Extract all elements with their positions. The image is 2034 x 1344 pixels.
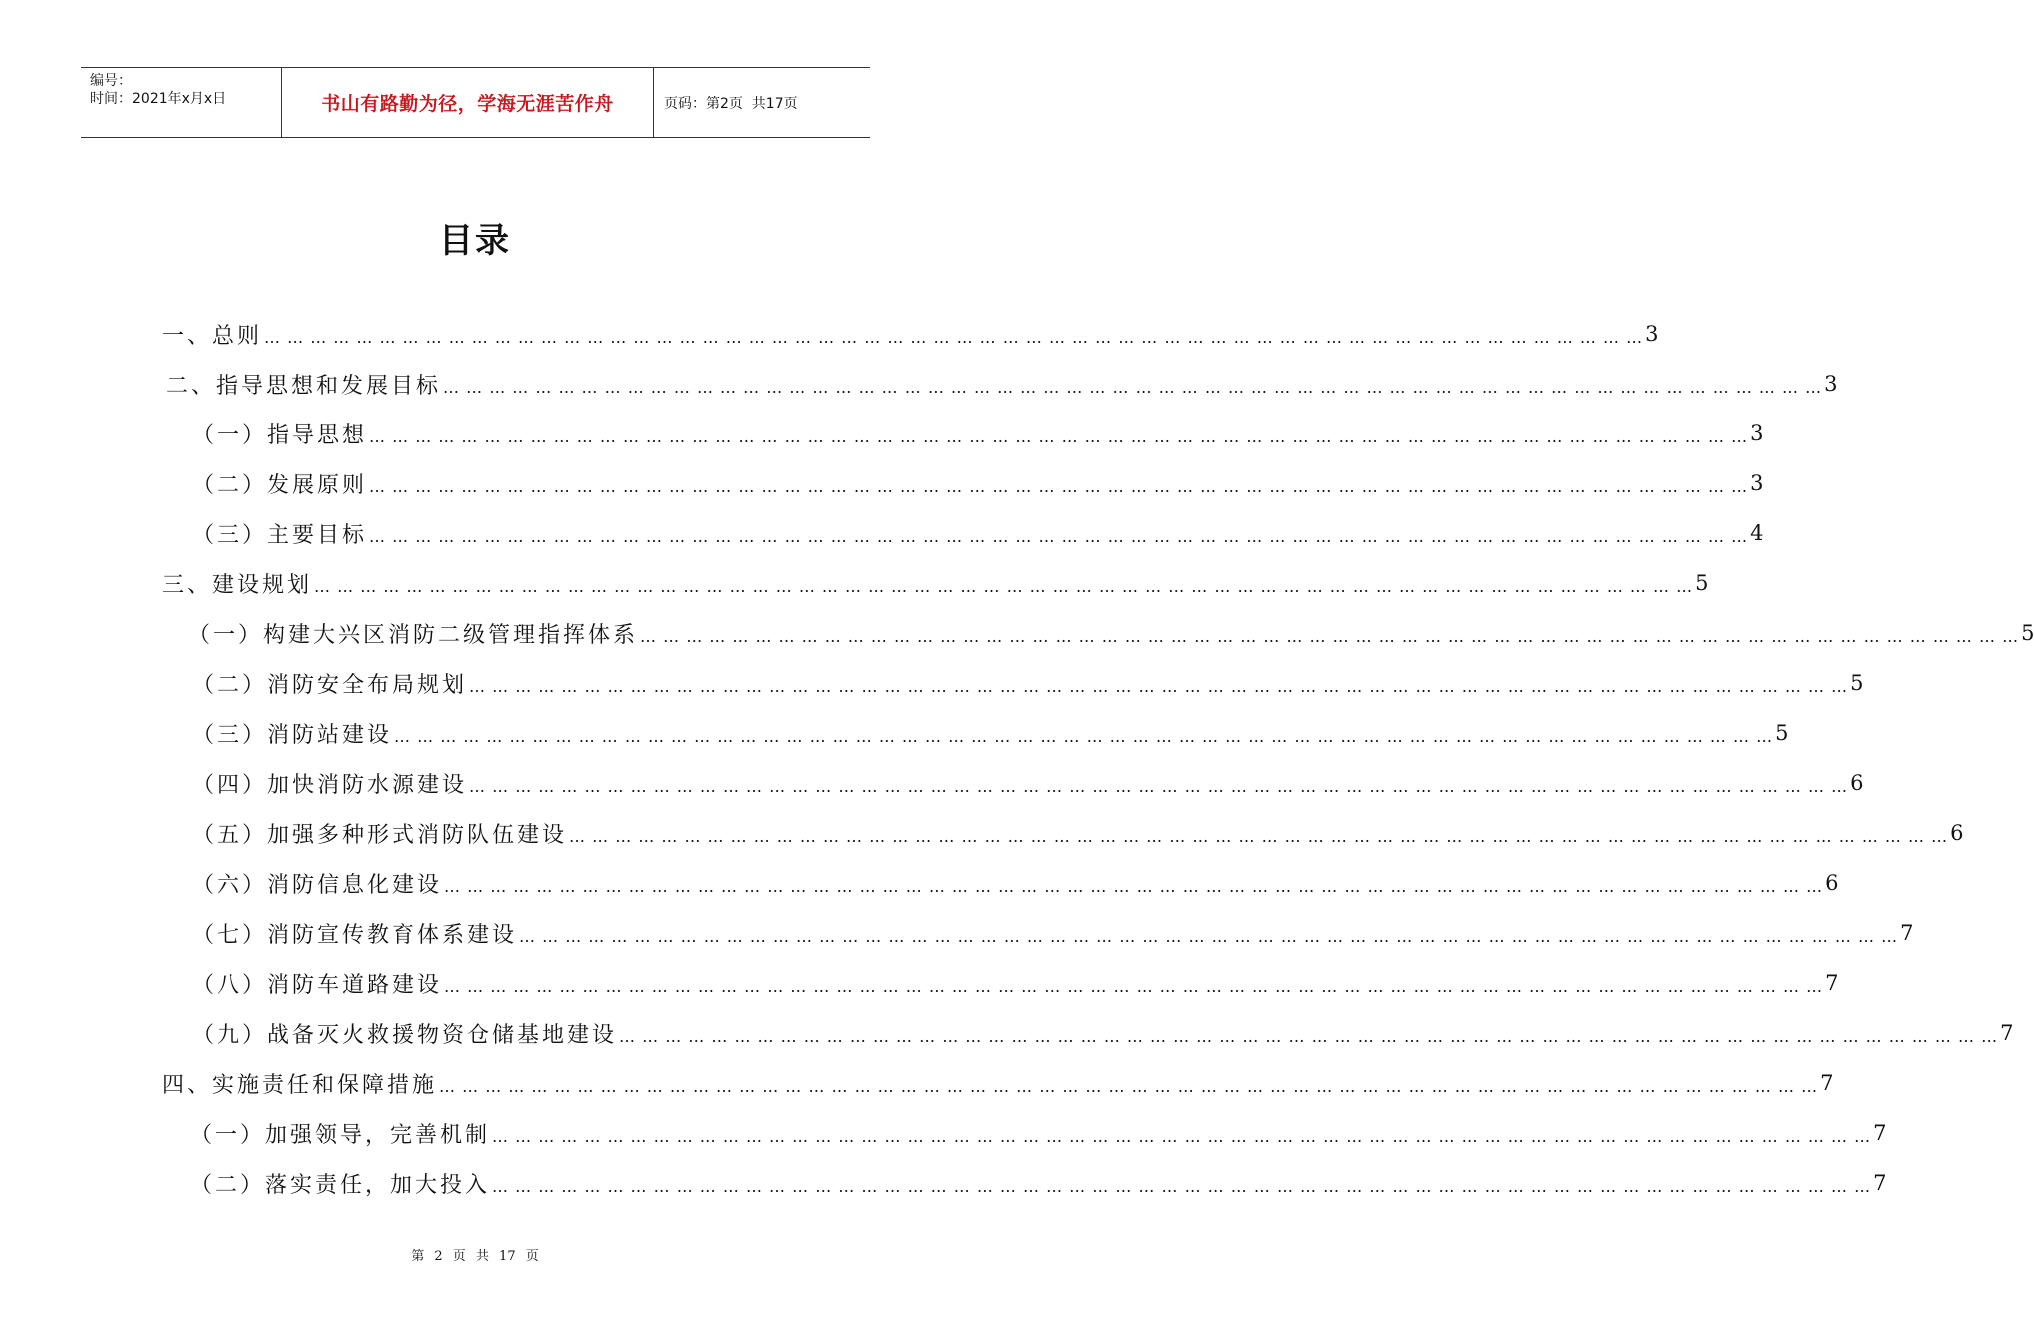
toc-entry-page: 7	[2000, 1021, 2014, 1045]
document-date-label: 时间：2021年x月x日	[90, 91, 227, 107]
toc-entry[interactable]	[192, 463, 1764, 503]
toc-leader-dots: … … … … … … … … … … … … … … … … … … … … … … … … … … … … … … … … … … … … … … … … … … … … … … … … … … … … … … … … … … … …	[369, 426, 1749, 446]
toc-entry-label: 二、指导思想和发展目标	[166, 373, 442, 399]
toc-entry-page: 6	[1850, 771, 1864, 795]
toc-leader-dots: … … … … … … … … … … … … … … … … … … … … … … … … … … … … … … … … … … … … … … … … … … … … … … … … … … … … … … … … … … … …	[444, 976, 1824, 996]
toc-entry-page: 5	[1775, 721, 1789, 745]
toc-entry-label: （三）消防站建设	[192, 722, 393, 748]
toc-entry-label: （五）加强多种形式消防队伍建设	[192, 822, 568, 848]
toc-entry-label: （一）构建大兴区消防二级管理指挥体系	[188, 622, 639, 648]
toc-entry[interactable]	[192, 763, 1864, 803]
header-motto: 书山有路勤为径，学海无涯苦作舟	[321, 93, 614, 115]
toc-entry[interactable]	[192, 913, 1914, 953]
toc-entry-label: （二）消防安全布局规划	[192, 672, 468, 698]
toc-entry[interactable]	[192, 813, 1964, 853]
toc-entry-page: 5	[2021, 621, 2034, 645]
toc-entry[interactable]	[190, 1113, 1887, 1153]
toc-entry-page: 5	[1695, 571, 1709, 595]
toc-entry-page: 5	[1850, 671, 1864, 695]
toc-leader-dots: … … … … … … … … … … … … … … … … … … … … … … … … … … … … … … … … … … … … … … … … … … … … … … … … … … … … … … … … … … … …	[439, 1076, 1819, 1096]
toc-entry-label: （九）战备灭火救援物资仓储基地建设	[192, 1022, 618, 1048]
toc-leader-dots: … … … … … … … … … … … … … … … … … … … … … … … … … … … … … … … … … … … … … … … … … … … … … … … … … … … … … … … … … … … …	[369, 526, 1749, 546]
toc-leader-dots: … … … … … … … … … … … … … … … … … … … … … … … … … … … … … … … … … … … … … … … … … … … … … … … … … … … … … … … … … … … …	[369, 476, 1749, 496]
header-motto-cell	[282, 68, 654, 137]
toc-entry[interactable]	[190, 1163, 1887, 1203]
toc-leader-dots: … … … … … … … … … … … … … … … … … … … … … … … … … … … … … … … … … … … … … … … … … … … … … … … … … … … … … … … … … … … …	[264, 327, 1644, 347]
toc-leader-dots: … … … … … … … … … … … … … … … … … … … … … … … … … … … … … … … … … … … … … … … … … … … … … … … … … … … … … … … … … … … …	[492, 1126, 1872, 1146]
toc-entry-label: （三）主要目标	[192, 522, 368, 548]
toc-entry[interactable]	[162, 563, 1709, 603]
toc-entry[interactable]	[162, 1063, 1834, 1103]
toc-leader-dots: … … … … … … … … … … … … … … … … … … … … … … … … … … … … … … … … … … … … … … … … … … … … … … … … … … … … … … … … … … … …	[314, 576, 1694, 596]
toc-entry[interactable]	[192, 1013, 2014, 1053]
toc-leader-dots: … … … … … … … … … … … … … … … … … … … … … … … … … … … … … … … … … … … … … … … … … … … … … … … … … … … … … … … … … … … …	[492, 1176, 1872, 1196]
toc-entry-label: （七）消防宣传教育体系建设	[192, 922, 518, 948]
toc-entry-label: （八）消防车道路建设	[192, 972, 443, 998]
document-title: 目录	[439, 221, 511, 261]
toc-entry-label: （一）加强领导，完善机制	[190, 1122, 491, 1148]
toc-entry-page: 4	[1750, 521, 1764, 545]
toc-entry-label: （六）消防信息化建设	[192, 872, 443, 898]
toc-leader-dots: … … … … … … … … … … … … … … … … … … … … … … … … … … … … … … … … … … … … … … … … … … … … … … … … … … … … … … … … … … … …	[569, 826, 1949, 846]
toc-entry-label: （一）指导思想	[192, 422, 368, 448]
toc-entry[interactable]	[192, 863, 1839, 903]
toc-entry-page: 7	[1873, 1171, 1887, 1195]
toc-entry-page: 3	[1824, 372, 1838, 396]
toc-leader-dots: … … … … … … … … … … … … … … … … … … … … … … … … … … … … … … … … … … … … … … … … … … … … … … … … … … … … … … … … … … … …	[619, 1026, 1999, 1046]
toc-leader-dots: … … … … … … … … … … … … … … … … … … … … … … … … … … … … … … … … … … … … … … … … … … … … … … … … … … … … … … … … … … … …	[444, 876, 1824, 896]
toc-entry-label: 一、总则	[162, 323, 263, 349]
document-number-label: 编号：	[90, 73, 132, 89]
toc-entry[interactable]	[166, 364, 1838, 404]
toc-entry[interactable]	[192, 713, 1789, 753]
header-page-info: 页码：第2页 共17页	[664, 95, 798, 112]
toc-entry[interactable]	[162, 314, 1659, 354]
toc-leader-dots: … … … … … … … … … … … … … … … … … … … … … … … … … … … … … … … … … … … … … … … … … … … … … … … … … … … … … … … … … … … …	[443, 377, 1823, 397]
toc-entry-page: 3	[1750, 471, 1764, 495]
toc-entry-page: 6	[1825, 871, 1839, 895]
toc-entry-label: （二）发展原则	[192, 472, 368, 498]
toc-entry-label: （二）落实责任，加大投入	[190, 1172, 491, 1198]
toc-entry-page: 6	[1950, 821, 1964, 845]
header-meta-cell	[81, 68, 282, 137]
toc-leader-dots: … … … … … … … … … … … … … … … … … … … … … … … … … … … … … … … … … … … … … … … … … … … … … … … … … … … … … … … … … … … …	[469, 676, 1849, 696]
toc-entry[interactable]	[192, 413, 1764, 453]
page-header	[81, 67, 870, 138]
toc-entry[interactable]	[188, 613, 2034, 653]
page-footer: 第 2 页 共 17 页	[411, 1249, 539, 1264]
toc-entry-page: 3	[1750, 421, 1764, 445]
toc-entry-page: 7	[1825, 971, 1839, 995]
toc-leader-dots: … … … … … … … … … … … … … … … … … … … … … … … … … … … … … … … … … … … … … … … … … … … … … … … … … … … … … … … … … … … …	[519, 926, 1899, 946]
toc-entry[interactable]	[192, 513, 1764, 553]
toc-entry-page: 7	[1820, 1071, 1834, 1095]
toc-entry-page: 7	[1873, 1121, 1887, 1145]
toc-entry-label: 三、建设规划	[162, 572, 313, 598]
toc-entry-label: 四、实施责任和保障措施	[162, 1072, 438, 1098]
header-page-cell	[654, 68, 870, 137]
toc-leader-dots: … … … … … … … … … … … … … … … … … … … … … … … … … … … … … … … … … … … … … … … … … … … … … … … … … … … … … … … … … … … …	[469, 776, 1849, 796]
toc-entry-page: 3	[1645, 322, 1659, 346]
toc-entry-label: （四）加快消防水源建设	[192, 772, 468, 798]
toc-leader-dots: … … … … … … … … … … … … … … … … … … … … … … … … … … … … … … … … … … … … … … … … … … … … … … … … … … … … … … … … … … … …	[640, 626, 2020, 646]
toc-entry[interactable]	[192, 663, 1864, 703]
toc-leader-dots: … … … … … … … … … … … … … … … … … … … … … … … … … … … … … … … … … … … … … … … … … … … … … … … … … … … … … … … … … … … …	[394, 726, 1774, 746]
toc-entry-page: 7	[1900, 921, 1914, 945]
toc-entry[interactable]	[192, 963, 1839, 1003]
